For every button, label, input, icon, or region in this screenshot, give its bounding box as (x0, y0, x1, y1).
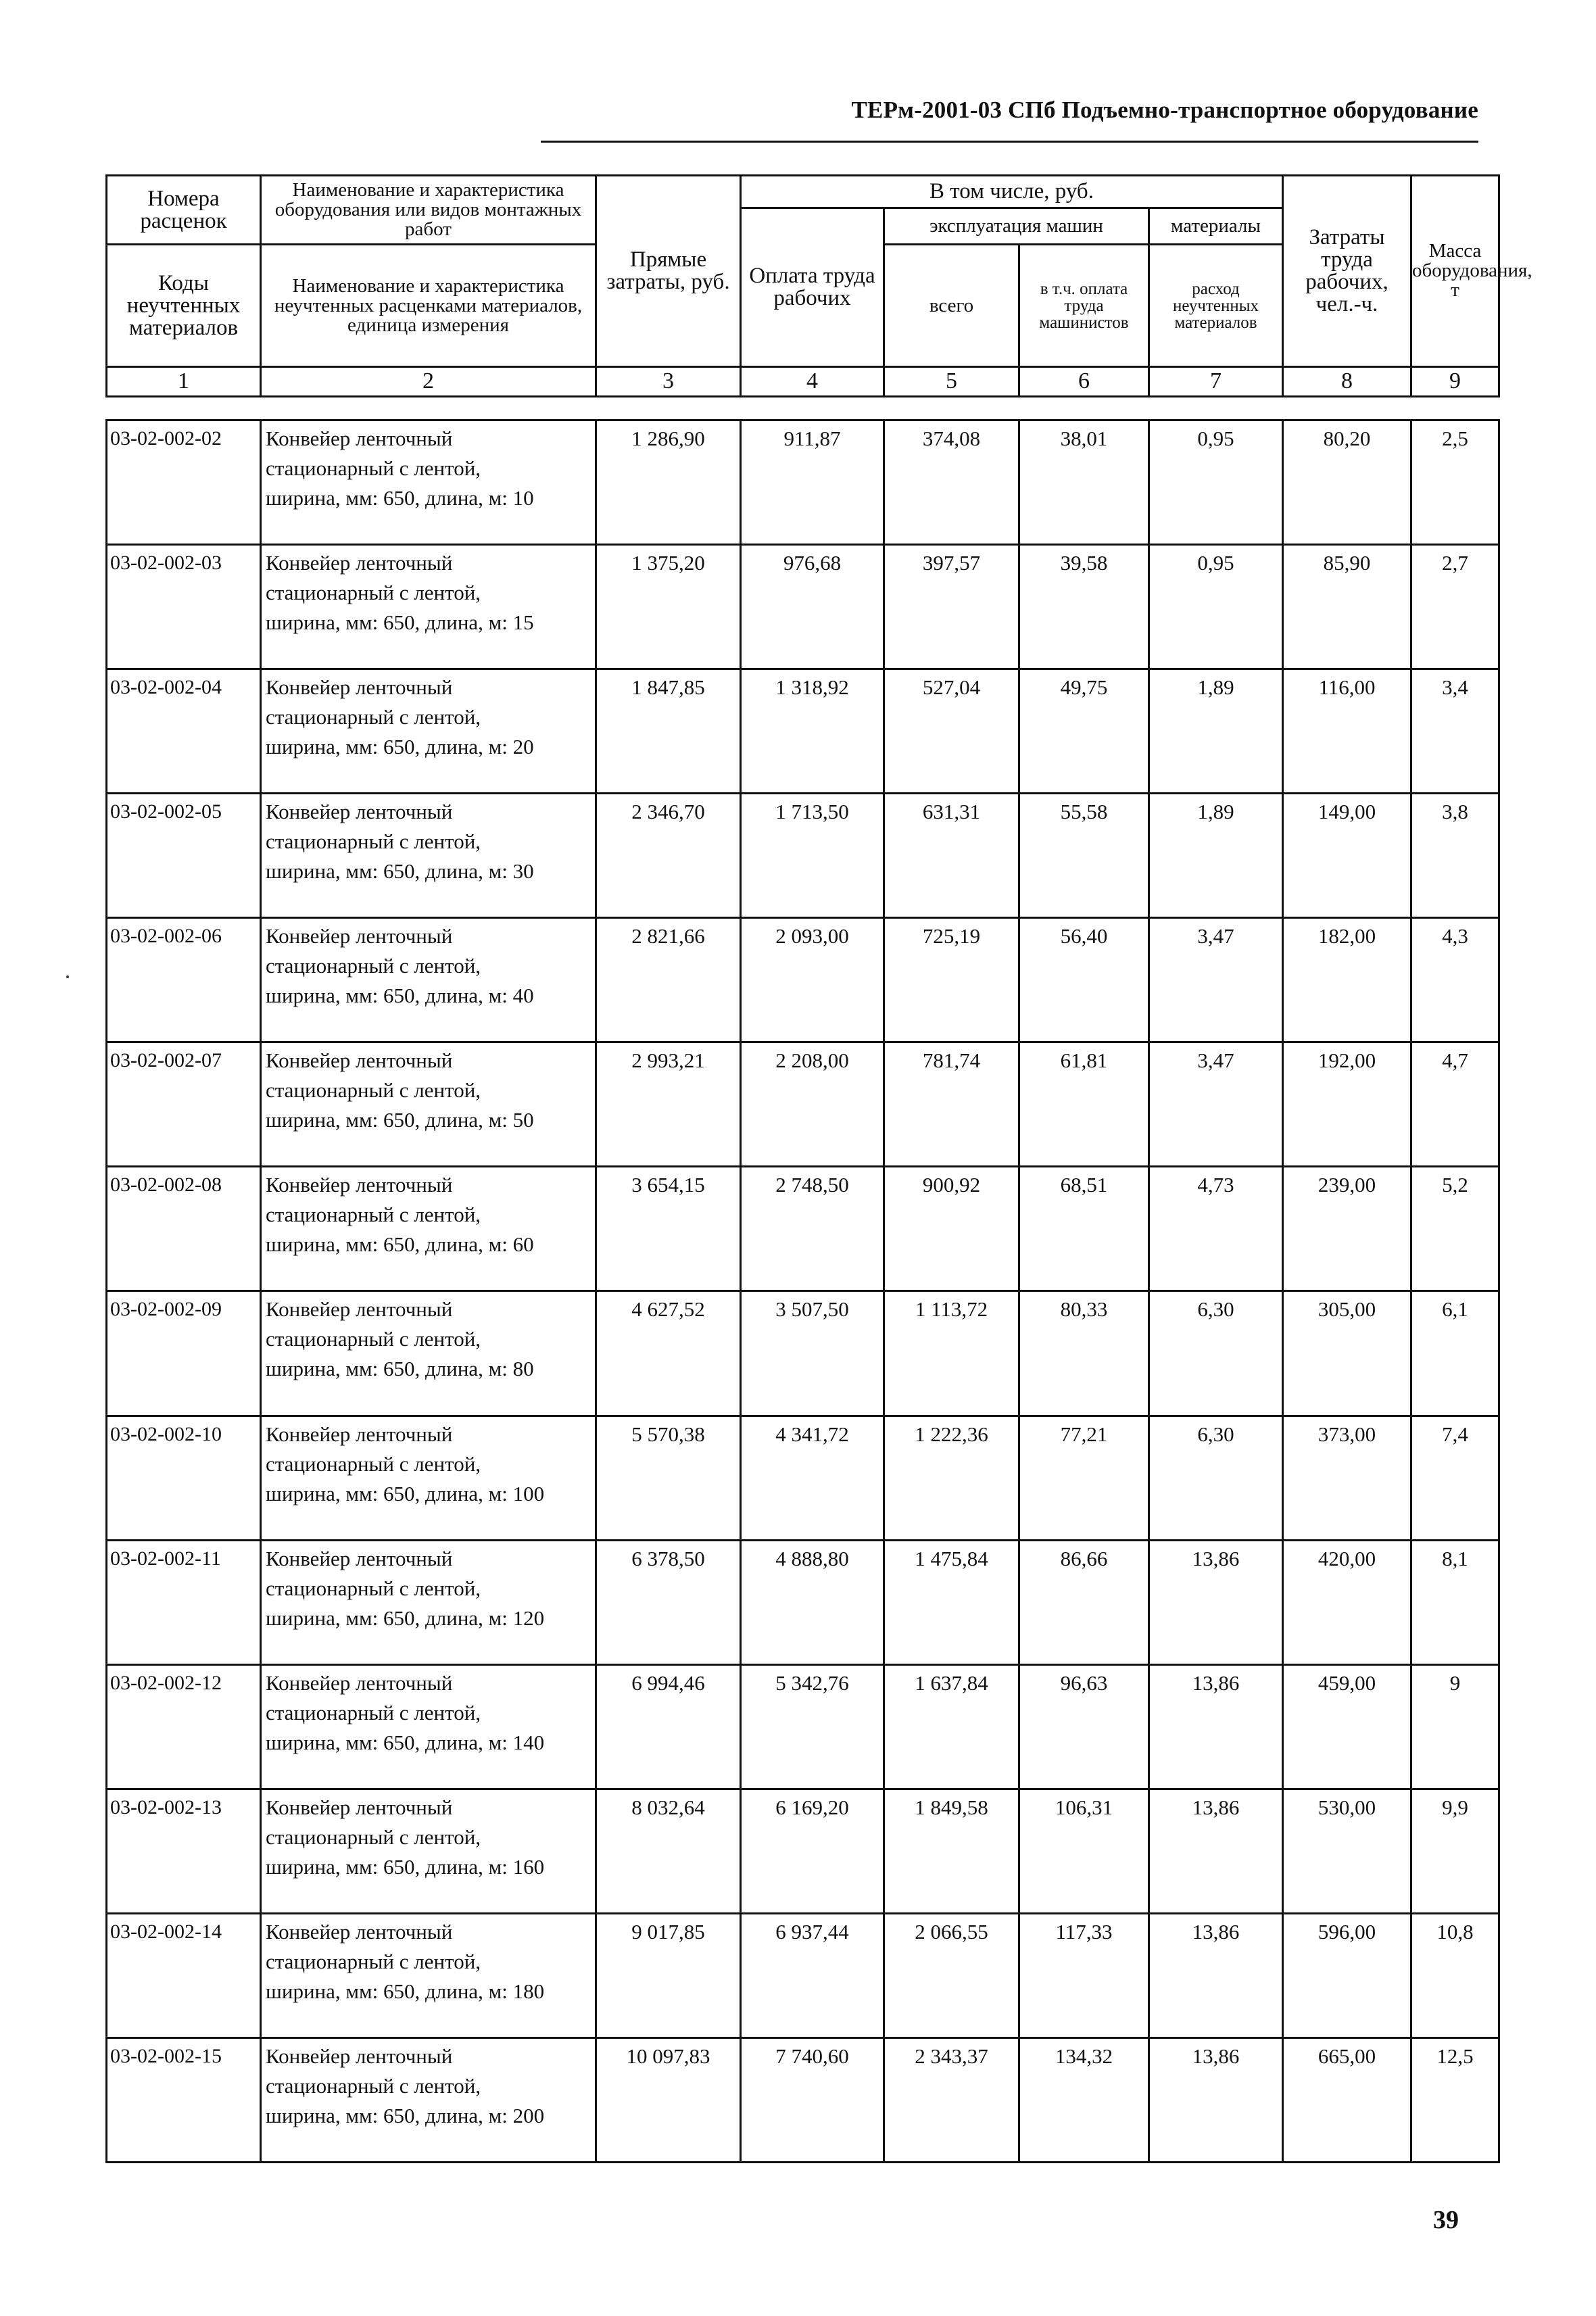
equipment-name-line: ширина, мм: 650, длина, м: 60 (266, 1232, 534, 1257)
direct-cost-cell: 1 847,85 (596, 669, 741, 794)
page-number: 39 (1433, 2206, 1459, 2234)
direct-cost-cell: 1 286,90 (596, 420, 741, 545)
rate-code-cell: 03-02-002-06 (107, 918, 261, 1042)
equipment-name-line: стационарный с лентой, (266, 1203, 481, 1227)
rate-code-cell: 03-02-002-02 (107, 420, 261, 545)
equipment-name-line: Конвейер ленточный (266, 1173, 453, 1197)
equipment-name-cell (261, 420, 596, 545)
equipment-name-cell (261, 1540, 596, 1664)
machines-total-cell: 781,74 (884, 1042, 1019, 1167)
table-row (107, 918, 1499, 1042)
worker-pay-cell: 911,87 (741, 420, 884, 545)
header-rate-numbers: Номера расценок (107, 176, 261, 245)
equipment-name-line: ширина, мм: 650, длина, м: 80 (266, 1357, 534, 1381)
materials-cell: 0,95 (1149, 545, 1283, 669)
direct-cost-cell: 8 032,64 (596, 1789, 741, 1913)
operator-pay-cell: 61,81 (1019, 1042, 1149, 1167)
labor-hours-cell: 80,20 (1283, 420, 1411, 545)
equipment-name-line: стационарный с лентой, (266, 2073, 481, 2098)
worker-pay-cell: 6 169,20 (741, 1789, 884, 1913)
worker-pay-cell: 2 093,00 (741, 918, 884, 1042)
operator-pay-cell: 38,01 (1019, 420, 1149, 545)
equipment-name-cell (261, 1664, 596, 1789)
labor-hours-cell: 305,00 (1283, 1291, 1411, 1416)
labor-hours-cell: 182,00 (1283, 918, 1411, 1042)
rate-code-cell: 03-02-002-10 (107, 1416, 261, 1540)
equipment-name-line: стационарный с лентой, (266, 1576, 481, 1600)
operator-pay-cell: 80,33 (1019, 1291, 1149, 1416)
operator-pay-cell: 106,31 (1019, 1789, 1149, 1913)
machines-total-cell: 631,31 (884, 794, 1019, 918)
equipment-name-line: стационарный с лентой, (266, 954, 481, 978)
equipment-name-line: ширина, мм: 650, длина, м: 15 (266, 610, 534, 635)
equipment-name-cell (261, 1416, 596, 1540)
worker-pay-cell: 7 740,60 (741, 2037, 884, 2162)
mass-cell: 9 (1411, 1664, 1499, 1789)
table-row (107, 1042, 1499, 1167)
mass-cell: 6,1 (1411, 1291, 1499, 1416)
machines-total-cell: 1 637,84 (884, 1664, 1019, 1789)
machines-total-cell: 900,92 (884, 1167, 1019, 1291)
table-row (107, 1416, 1499, 1540)
equipment-name-line: Конвейер ленточный (266, 800, 453, 824)
mass-cell: 3,8 (1411, 794, 1499, 918)
machines-total-cell: 2 066,55 (884, 1913, 1019, 2037)
rate-code-cell: 03-02-002-04 (107, 669, 261, 794)
materials-cell: 6,30 (1149, 1291, 1283, 1416)
mass-cell: 10,8 (1411, 1913, 1499, 2037)
table-row (107, 669, 1499, 794)
equipment-name-line: Конвейер ленточный (266, 427, 453, 450)
equipment-name-line: Конвейер ленточный (266, 675, 453, 700)
equipment-name-cell (261, 2037, 596, 2162)
operator-pay-cell: 55,58 (1019, 794, 1149, 918)
equipment-name-line: стационарный с лентой, (266, 1451, 481, 1476)
worker-pay-cell: 976,68 (741, 545, 884, 669)
table-header (105, 174, 1532, 397)
header-uncounted-materials-name: Наименование и характеристика неучтенных расценками материалов, единица измерения (261, 245, 596, 367)
equipment-name-line: Конвейер ленточный (266, 1795, 453, 1819)
equipment-name-line: ширина, мм: 650, длина, м: 200 (266, 2103, 545, 2127)
equipment-name-line: ширина, мм: 650, длина, м: 50 (266, 1108, 534, 1132)
machines-total-cell: 1 849,58 (884, 1789, 1019, 1913)
rate-code-cell: 03-02-002-12 (107, 1664, 261, 1789)
rate-code-cell: 03-02-002-03 (107, 545, 261, 669)
machines-total-cell: 397,57 (884, 545, 1019, 669)
operator-pay-cell: 86,66 (1019, 1540, 1149, 1664)
header-uncounted-codes: Коды неучтенных материалов (107, 245, 261, 367)
header-materials: материалы (1149, 208, 1283, 245)
running-head: ТЕРм-2001-03 СПб Подъемно-транспортное оборудование (851, 97, 1478, 123)
rate-code-cell: 03-02-002-11 (107, 1540, 261, 1664)
mass-cell: 4,3 (1411, 918, 1499, 1042)
equipment-name-line: ширина, мм: 650, длина, м: 40 (266, 984, 534, 1008)
worker-pay-cell: 2 748,50 (741, 1167, 884, 1291)
machines-total-cell: 725,19 (884, 918, 1019, 1042)
rate-code-cell: 03-02-002-15 (107, 2037, 261, 2162)
equipment-name-cell (261, 1789, 596, 1913)
materials-cell: 3,47 (1149, 918, 1283, 1042)
worker-pay-cell: 6 937,44 (741, 1913, 884, 2037)
rate-code-cell: 03-02-002-13 (107, 1789, 261, 1913)
materials-cell: 3,47 (1149, 1042, 1283, 1167)
direct-cost-cell: 3 654,15 (596, 1167, 741, 1291)
materials-cell: 13,86 (1149, 1540, 1283, 1664)
equipment-name-line: Конвейер ленточный (266, 1048, 453, 1073)
labor-hours-cell: 239,00 (1283, 1167, 1411, 1291)
table-row (107, 1913, 1499, 2037)
worker-pay-cell: 2 208,00 (741, 1042, 884, 1167)
equipment-name-line: Конвейер ленточный (266, 1670, 453, 1695)
direct-cost-cell: 2 993,21 (596, 1042, 741, 1167)
direct-cost-cell: 1 375,20 (596, 545, 741, 669)
equipment-name-line: ширина, мм: 650, длина, м: 180 (266, 1979, 545, 2003)
equipment-name-line: стационарный с лентой, (266, 581, 481, 605)
labor-hours-cell: 596,00 (1283, 1913, 1411, 2037)
equipment-name-line: Конвейер ленточный (266, 1422, 453, 1446)
equipment-name-cell (261, 918, 596, 1042)
materials-cell: 13,86 (1149, 1789, 1283, 1913)
table-row (107, 1789, 1499, 1913)
mass-cell: 12,5 (1411, 2037, 1499, 2162)
worker-pay-cell: 4 341,72 (741, 1416, 884, 1540)
worker-pay-cell: 3 507,50 (741, 1291, 884, 1416)
table-row (107, 1291, 1499, 1416)
materials-cell: 13,86 (1149, 1664, 1283, 1789)
equipment-name-line: ширина, мм: 650, длина, м: 30 (266, 859, 534, 884)
labor-hours-cell: 373,00 (1283, 1416, 1411, 1540)
equipment-name-line: стационарный с лентой, (266, 829, 481, 854)
equipment-name-line: Конвейер ленточный (266, 1297, 453, 1322)
header-worker-pay: Оплата труда рабочих (741, 208, 884, 367)
operator-pay-cell: 68,51 (1019, 1167, 1149, 1291)
table-row (107, 545, 1499, 669)
equipment-name-cell (261, 669, 596, 794)
equipment-name-line: стационарный с лентой, (266, 1078, 481, 1103)
machines-total-cell: 527,04 (884, 669, 1019, 794)
machines-total-cell: 1 222,36 (884, 1416, 1019, 1540)
table-row (107, 1540, 1499, 1664)
mass-cell: 9,9 (1411, 1789, 1499, 1913)
direct-cost-cell: 2 821,66 (596, 918, 741, 1042)
table-row (107, 794, 1499, 918)
labor-hours-cell: 665,00 (1283, 2037, 1411, 2162)
scan-speck (66, 975, 69, 978)
materials-cell: 4,73 (1149, 1167, 1283, 1291)
rate-code-cell: 03-02-002-05 (107, 794, 261, 918)
labor-hours-cell: 116,00 (1283, 669, 1411, 794)
equipment-name-line: стационарный с лентой, (266, 1700, 481, 1724)
equipment-name-line: ширина, мм: 650, длина, м: 140 (266, 1730, 545, 1754)
table-row (107, 1664, 1499, 1789)
direct-cost-cell: 2 346,70 (596, 794, 741, 918)
column-number: 7 (1149, 366, 1283, 396)
direct-cost-cell: 9 017,85 (596, 1913, 741, 2037)
materials-cell: 0,95 (1149, 420, 1283, 545)
operator-pay-cell: 96,63 (1019, 1664, 1149, 1789)
direct-cost-cell: 6 994,46 (596, 1664, 741, 1789)
header-direct-costs: Прямые затраты, руб. (596, 176, 741, 367)
operator-pay-cell: 56,40 (1019, 918, 1149, 1042)
mass-cell: 5,2 (1411, 1167, 1499, 1291)
rate-code-cell: 03-02-002-14 (107, 1913, 261, 2037)
equipment-name-line: стационарный с лентой, (266, 456, 481, 480)
machines-total-cell: 2 343,37 (884, 2037, 1019, 2162)
equipment-name-line: ширина, мм: 650, длина, м: 20 (266, 735, 534, 759)
header-equipment-name: Наименование и характеристика оборудования или видов монтажных работ (261, 176, 596, 245)
equipment-name-line: ширина, мм: 650, длина, м: 10 (266, 486, 534, 510)
worker-pay-cell: 1 318,92 (741, 669, 884, 794)
column-number: 9 (1411, 366, 1499, 396)
equipment-name-line: стационарный с лентой, (266, 705, 481, 729)
mass-cell: 7,4 (1411, 1416, 1499, 1540)
rate-code-cell: 03-02-002-07 (107, 1042, 261, 1167)
operator-pay-cell: 39,58 (1019, 545, 1149, 669)
worker-pay-cell: 4 888,80 (741, 1540, 884, 1664)
labor-hours-cell: 530,00 (1283, 1789, 1411, 1913)
worker-pay-cell: 1 713,50 (741, 794, 884, 918)
direct-cost-cell: 10 097,83 (596, 2037, 741, 2162)
direct-cost-cell: 4 627,52 (596, 1291, 741, 1416)
direct-cost-cell: 5 570,38 (596, 1416, 741, 1540)
equipment-name-cell (261, 1291, 596, 1416)
worker-pay-cell: 5 342,76 (741, 1664, 884, 1789)
table-row (107, 2037, 1499, 2162)
column-number: 5 (884, 366, 1019, 396)
header-uncounted-materials-use: расход неучтенных материалов (1149, 245, 1283, 367)
column-number: 3 (596, 366, 741, 396)
equipment-name-line: ширина, мм: 650, длина, м: 120 (266, 1606, 545, 1630)
header-rule (541, 141, 1478, 143)
equipment-name-line: стационарный с лентой, (266, 1825, 481, 1849)
equipment-name-line: стационарный с лентой, (266, 1327, 481, 1351)
materials-cell: 1,89 (1149, 669, 1283, 794)
mass-cell: 2,7 (1411, 545, 1499, 669)
header-labor-hours: Затраты труда рабочих, чел.-ч. (1283, 176, 1411, 367)
operator-pay-cell: 77,21 (1019, 1416, 1149, 1540)
equipment-name-cell (261, 1167, 596, 1291)
operator-pay-cell: 134,32 (1019, 2037, 1149, 2162)
equipment-name-line: ширина, мм: 650, длина, м: 100 (266, 1481, 545, 1505)
materials-cell: 6,30 (1149, 1416, 1283, 1540)
equipment-name-line: ширина, мм: 650, длина, м: 160 (266, 1854, 545, 1879)
equipment-name-cell (261, 794, 596, 918)
header-machines-total: всего (884, 245, 1019, 367)
rates-table (105, 419, 1498, 2163)
column-number: 6 (1019, 366, 1149, 396)
column-number: 2 (261, 366, 596, 396)
header-operator-pay: в т.ч. оплата труда машинистов (1019, 245, 1149, 367)
materials-cell: 13,86 (1149, 2037, 1283, 2162)
equipment-name-line: Конвейер ленточный (266, 1919, 453, 1944)
materials-cell: 1,89 (1149, 794, 1283, 918)
machines-total-cell: 1 475,84 (884, 1540, 1019, 1664)
mass-cell: 2,5 (1411, 420, 1499, 545)
equipment-name-line: Конвейер ленточный (266, 551, 453, 575)
labor-hours-cell: 85,90 (1283, 545, 1411, 669)
table-row (107, 420, 1499, 545)
table-row (107, 1167, 1499, 1291)
mass-cell: 3,4 (1411, 669, 1499, 794)
header-machine-operation: эксплуатация машин (884, 208, 1149, 245)
materials-cell: 13,86 (1149, 1913, 1283, 2037)
header-equipment-mass: Масса оборудования, т (1411, 176, 1499, 367)
equipment-name-line: Конвейер ленточный (266, 2044, 453, 2068)
operator-pay-cell: 117,33 (1019, 1913, 1149, 2037)
direct-cost-cell: 6 378,50 (596, 1540, 741, 1664)
machines-total-cell: 1 113,72 (884, 1291, 1019, 1416)
labor-hours-cell: 192,00 (1283, 1042, 1411, 1167)
equipment-name-line: стационарный с лентой, (266, 1949, 481, 1973)
labor-hours-cell: 149,00 (1283, 794, 1411, 918)
column-number: 8 (1283, 366, 1411, 396)
labor-hours-cell: 420,00 (1283, 1540, 1411, 1664)
column-number: 1 (107, 366, 261, 396)
equipment-name-line: Конвейер ленточный (266, 924, 453, 948)
equipment-name-cell (261, 1913, 596, 2037)
rate-code-cell: 03-02-002-08 (107, 1167, 261, 1291)
equipment-name-cell (261, 1042, 596, 1167)
mass-cell: 8,1 (1411, 1540, 1499, 1664)
labor-hours-cell: 459,00 (1283, 1664, 1411, 1789)
operator-pay-cell: 49,75 (1019, 669, 1149, 794)
machines-total-cell: 374,08 (884, 420, 1019, 545)
rate-code-cell: 03-02-002-09 (107, 1291, 261, 1416)
header-including-group: В том числе, руб. (741, 176, 1283, 208)
column-number: 4 (741, 366, 884, 396)
equipment-name-cell (261, 545, 596, 669)
equipment-name-line: Конвейер ленточный (266, 1546, 453, 1570)
mass-cell: 4,7 (1411, 1042, 1499, 1167)
